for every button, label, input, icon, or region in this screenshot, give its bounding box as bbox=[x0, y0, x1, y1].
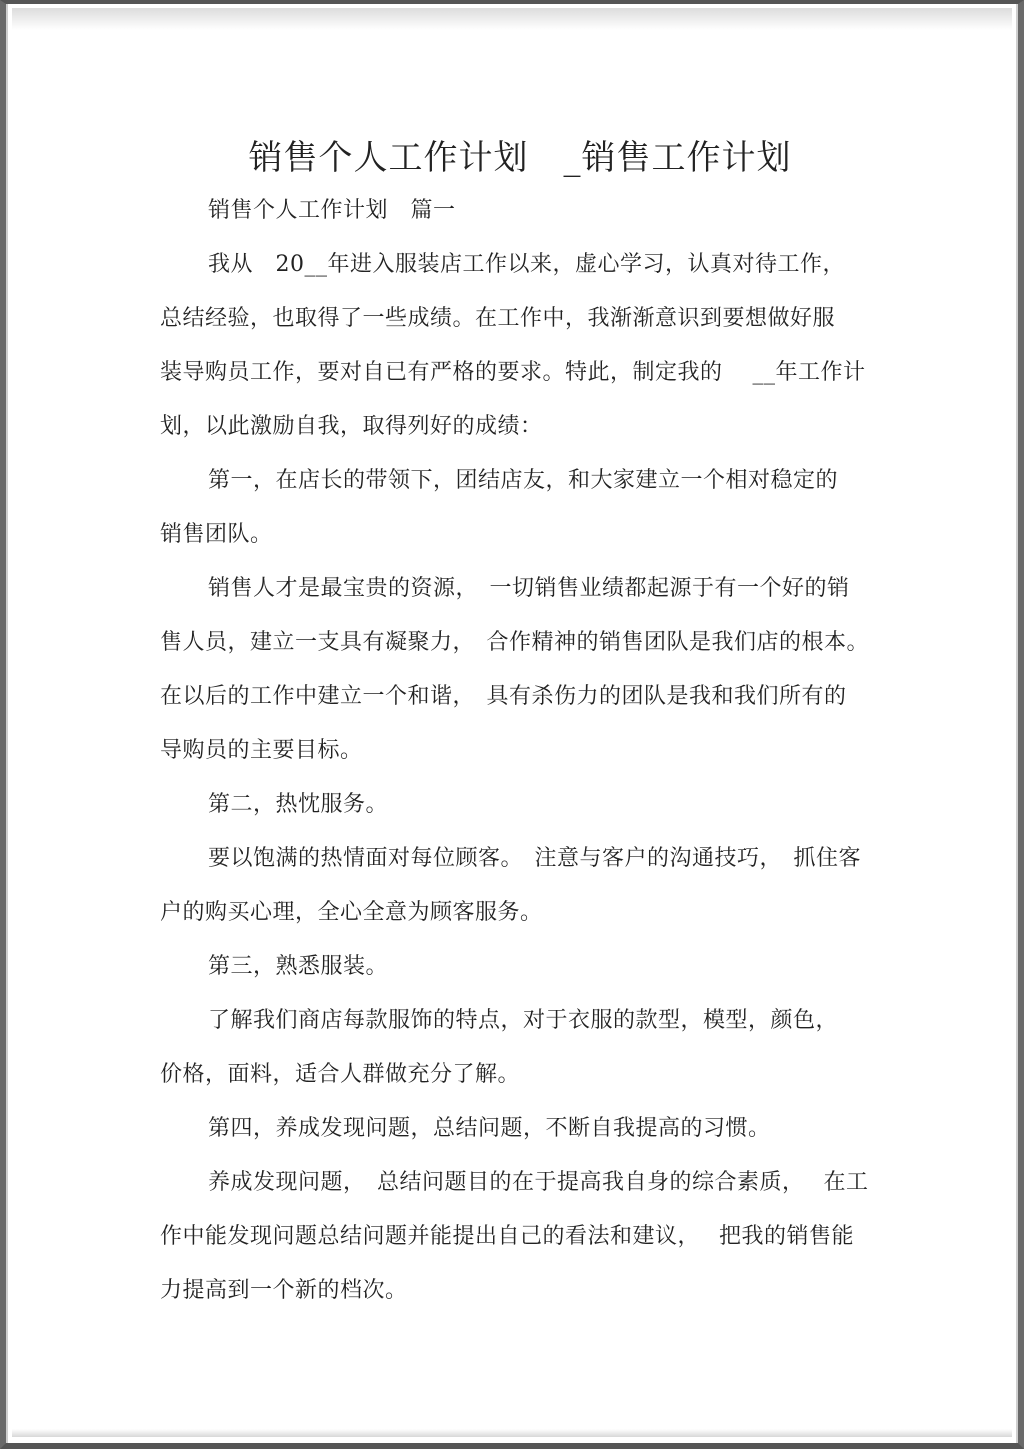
paragraph-line: 售人员，建立一支具有凝聚力， 合作精神的销售团队是我们店的根本。 bbox=[160, 630, 870, 655]
paragraph-line: 力提高到一个新的档次。 bbox=[160, 1278, 408, 1303]
paragraph-line: 装导购员工作，要对自已有严格的要求。特此，制定我的 __年工作计 bbox=[160, 360, 866, 385]
paragraph-line: 在以后的工作中建立一个和谐， 具有杀伤力的团队是我和我们所有的 bbox=[160, 684, 847, 709]
paragraph-line: 作中能发现问题总结问题并能提出自己的看法和建议， 把我的销售能 bbox=[160, 1224, 854, 1249]
section-heading: 销售个人工作计划 篇一 bbox=[208, 198, 456, 223]
paragraph-line: 第四，养成发现问题，总结问题，不断自我提高的习惯。 bbox=[208, 1116, 771, 1141]
paragraph-line: 要以饱满的热情面对每位顾客。 注意与客户的沟通技巧， 抓住客 bbox=[208, 846, 862, 871]
top-edge-shadow bbox=[12, 8, 1012, 30]
paragraph-line: 导购员的主要目标。 bbox=[160, 738, 363, 763]
paragraph-line: 销售团队。 bbox=[160, 522, 273, 547]
paragraph-line: 第一，在店长的带领下，团结店友，和大家建立一个相对稳定的 bbox=[208, 468, 839, 493]
document-title: 销售个人工作计划 _销售工作计划 bbox=[248, 138, 792, 178]
paragraph-line: 总结经验，也取得了一些成绩。在工作中，我渐渐意识到要想做好服 bbox=[160, 306, 836, 331]
paragraph-line: 户的购买心理，全心全意为顾客服务。 bbox=[160, 900, 543, 925]
paragraph-line: 划，以此激励自我，取得列好的成绩： bbox=[160, 414, 543, 439]
paragraph-line: 第三，熟悉服装。 bbox=[208, 954, 389, 979]
paragraph-line: 了解我们商店每款服饰的特点，对于衣服的款型，模型，颜色， bbox=[208, 1008, 839, 1033]
paragraph-line: 我从 20__年进入服装店工作以来，虚心学习，认真对待工作， bbox=[208, 252, 845, 277]
paragraph-line: 销售人才是最宝贵的资源， 一切销售业绩都起源于有一个好的销 bbox=[208, 576, 850, 601]
paragraph-line: 第二，热忱服务。 bbox=[208, 792, 389, 817]
paragraph-line: 养成发现问题， 总结问题目的在于提高我自身的综合素质， 在工 bbox=[208, 1170, 869, 1195]
bottom-edge-shadow bbox=[12, 1429, 1012, 1437]
paragraph-line: 价格，面料，适合人群做充分了解。 bbox=[160, 1062, 521, 1087]
